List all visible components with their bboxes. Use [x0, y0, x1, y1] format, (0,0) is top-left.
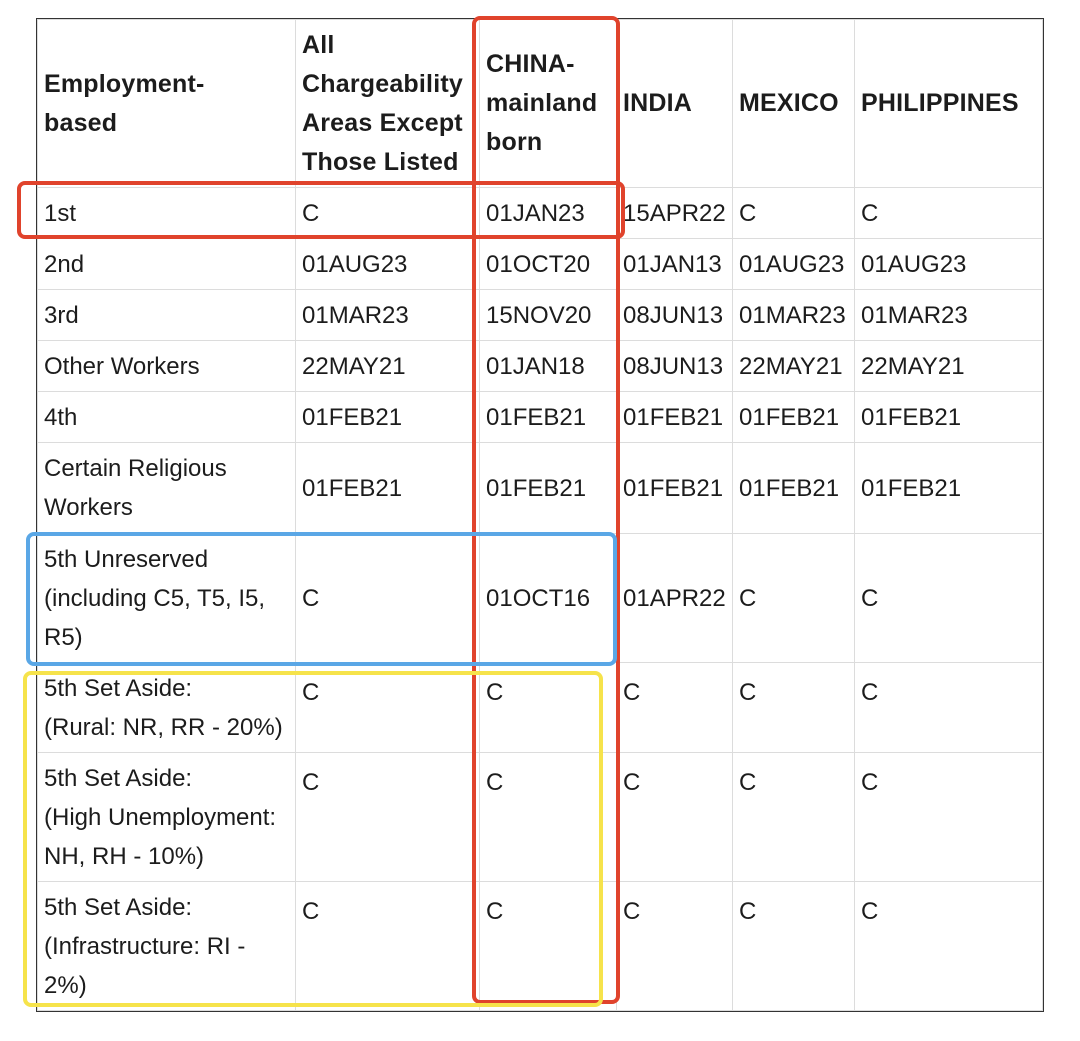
cell-text-line: 15APR22 — [623, 199, 726, 227]
cell-text-line: C — [623, 769, 641, 796]
cell-text-line: 01FEB21 — [302, 403, 403, 431]
cell-text-line: 5th Set Aside: — [44, 765, 193, 792]
date-cell — [480, 392, 617, 443]
header-all-chargeability-line2: Chargeability — [302, 69, 463, 98]
row-category-cell — [38, 753, 296, 882]
cell-text-line: 01FEB21 — [861, 403, 962, 431]
cell-text-line: 1st — [44, 199, 77, 227]
cell-text-line: C — [739, 199, 757, 227]
cell-text-line: 01JAN13 — [623, 250, 722, 278]
date-cell — [480, 341, 617, 392]
cell-text-line: C — [302, 199, 320, 227]
cell-text-line: R5) — [44, 623, 83, 651]
table-row — [38, 753, 1043, 882]
date-cell — [855, 188, 1043, 239]
cell-text-line: (Infrastructure: RI - — [44, 933, 246, 960]
cell-text-line: C — [739, 679, 757, 706]
table-row — [38, 443, 1043, 534]
date-cell — [296, 753, 480, 882]
cell-text-line: 01FEB21 — [486, 403, 587, 431]
cell-text-line: C — [861, 199, 879, 227]
cell-text-line: 22MAY21 — [861, 352, 965, 380]
date-cell — [480, 239, 617, 290]
cell-text-line: C — [623, 679, 641, 706]
cell-text-line: C — [302, 769, 320, 796]
cell-text-line: (Rural: NR, RR - 20%) — [44, 714, 283, 741]
date-cell — [480, 188, 617, 239]
cell-text-line: C — [739, 898, 757, 925]
cell-text-line: C — [486, 898, 504, 925]
row-category-cell — [38, 534, 296, 663]
cell-text-line: 01MAR23 — [739, 301, 846, 329]
cell-text-line: C — [623, 898, 641, 925]
cell-text-line: 01MAR23 — [302, 301, 409, 329]
table-header-row — [38, 20, 1043, 188]
date-cell — [855, 534, 1043, 663]
header-china-line2: mainland — [486, 89, 598, 117]
header-employment-based-line2: based — [44, 108, 118, 137]
cell-text-line: 2%) — [44, 972, 87, 999]
table-row — [38, 534, 1043, 663]
date-cell — [855, 663, 1043, 753]
date-cell — [855, 290, 1043, 341]
cell-text-line: 01APR22 — [623, 584, 726, 612]
date-cell — [617, 188, 733, 239]
cell-text-line: 01OCT20 — [486, 250, 591, 278]
cell-text-line: 4th — [44, 403, 78, 431]
row-category-cell — [38, 392, 296, 443]
date-cell — [733, 882, 855, 1011]
header-employment-based — [38, 20, 296, 188]
cell-text-line: 08JUN13 — [623, 352, 724, 380]
table-row — [38, 188, 1043, 239]
date-cell — [480, 443, 617, 534]
date-cell — [296, 239, 480, 290]
cell-text-line: 5th Set Aside: — [44, 675, 193, 702]
cell-text-line: 01OCT16 — [486, 584, 591, 612]
date-cell — [733, 753, 855, 882]
cell-text-line: 01JAN18 — [486, 352, 585, 380]
header-china-line1: CHINA- — [486, 50, 575, 78]
header-all-chargeability — [296, 20, 480, 188]
cell-text-line: (High Unemployment: — [44, 804, 277, 831]
cell-text-line: 01FEB21 — [623, 474, 724, 502]
row-category-cell — [38, 188, 296, 239]
cell-text-line: 22MAY21 — [302, 352, 406, 380]
cell-text-line: Other Workers — [44, 352, 200, 380]
visa-bulletin-table — [37, 19, 1043, 1011]
date-cell — [296, 392, 480, 443]
table-row — [38, 882, 1043, 1011]
cell-text-line: 01AUG23 — [861, 250, 967, 278]
date-cell — [480, 882, 617, 1011]
header-all-chargeability-line3: Areas Except — [302, 108, 463, 137]
cell-text-line: C — [861, 898, 879, 925]
table-row — [38, 341, 1043, 392]
date-cell — [617, 663, 733, 753]
date-cell — [855, 341, 1043, 392]
date-cell — [855, 443, 1043, 534]
date-cell — [733, 443, 855, 534]
header-philippines-label: PHILIPPINES — [861, 89, 1019, 117]
table-row — [38, 392, 1043, 443]
cell-text-line: 01MAR23 — [861, 301, 968, 329]
date-cell — [480, 290, 617, 341]
cell-text-line: C — [861, 679, 879, 706]
header-philippines — [855, 20, 1043, 188]
cell-text-line: 01FEB21 — [739, 474, 840, 502]
date-cell — [617, 290, 733, 341]
date-cell — [617, 341, 733, 392]
row-category-cell — [38, 663, 296, 753]
date-cell — [296, 188, 480, 239]
cell-text-line: 01JAN23 — [486, 199, 585, 227]
cell-text-line: 01AUG23 — [739, 250, 845, 278]
date-cell — [855, 882, 1043, 1011]
header-china-line3: born — [486, 128, 543, 156]
table-row — [38, 663, 1043, 753]
date-cell — [733, 290, 855, 341]
cell-text-line: 01FEB21 — [623, 403, 724, 431]
header-china — [480, 20, 617, 188]
cell-text-line: Certain Religious — [44, 455, 227, 482]
cell-text-line: 2nd — [44, 250, 85, 278]
cell-text-line: C — [302, 898, 320, 925]
cell-text-line: 5th Unreserved — [44, 545, 209, 573]
cell-text-line: 08JUN13 — [623, 301, 724, 329]
header-india — [617, 20, 733, 188]
cell-text-line: 01FEB21 — [861, 474, 962, 502]
table-body — [38, 188, 1043, 1011]
date-cell — [733, 534, 855, 663]
cell-text-line: C — [486, 769, 504, 796]
cell-text-line: C — [302, 679, 320, 706]
date-cell — [296, 290, 480, 341]
date-cell — [617, 392, 733, 443]
date-cell — [733, 239, 855, 290]
date-cell — [296, 341, 480, 392]
header-india-label: INDIA — [623, 89, 693, 117]
row-category-cell — [38, 882, 296, 1011]
date-cell — [617, 443, 733, 534]
date-cell — [296, 663, 480, 753]
cell-text-line: 01FEB21 — [486, 474, 587, 502]
date-cell — [617, 239, 733, 290]
table-row — [38, 290, 1043, 341]
date-cell — [617, 534, 733, 663]
cell-text-line: C — [739, 769, 757, 796]
cell-text-line: C — [302, 584, 320, 612]
cell-text-line: C — [739, 584, 757, 612]
date-cell — [480, 534, 617, 663]
cell-text-line: 15NOV20 — [486, 301, 592, 329]
date-cell — [733, 663, 855, 753]
cell-text-line: C — [486, 679, 504, 706]
cell-text-line: (including C5, T5, I5, — [44, 584, 266, 612]
row-category-cell — [38, 443, 296, 534]
date-cell — [855, 753, 1043, 882]
header-mexico-label: MEXICO — [739, 89, 839, 117]
date-cell — [855, 392, 1043, 443]
table-row — [38, 239, 1043, 290]
date-cell — [617, 753, 733, 882]
cell-text-line: Workers — [44, 494, 133, 521]
date-cell — [733, 392, 855, 443]
cell-text-line: C — [861, 584, 879, 612]
cell-text-line: NH, RH - 10%) — [44, 843, 205, 870]
date-cell — [480, 663, 617, 753]
cell-text-line: 01FEB21 — [739, 403, 840, 431]
date-cell — [733, 188, 855, 239]
cell-text-line: 5th Set Aside: — [44, 894, 193, 921]
cell-text-line: 01FEB21 — [302, 474, 403, 502]
row-category-cell — [38, 341, 296, 392]
date-cell — [617, 882, 733, 1011]
header-mexico — [733, 20, 855, 188]
cell-text-line: 01AUG23 — [302, 250, 408, 278]
date-cell — [855, 239, 1043, 290]
date-cell — [296, 443, 480, 534]
row-category-cell — [38, 239, 296, 290]
date-cell — [733, 341, 855, 392]
header-all-chargeability-line1: All — [302, 30, 335, 59]
date-cell — [480, 753, 617, 882]
cell-text-line: 22MAY21 — [739, 352, 843, 380]
cell-text-line: C — [861, 769, 879, 796]
date-cell — [296, 882, 480, 1011]
cell-text-line: 3rd — [44, 301, 79, 329]
header-all-chargeability-line4: Those Listed — [302, 147, 459, 176]
date-cell — [296, 534, 480, 663]
row-category-cell — [38, 290, 296, 341]
header-employment-based-line1: Employment- — [44, 69, 205, 98]
